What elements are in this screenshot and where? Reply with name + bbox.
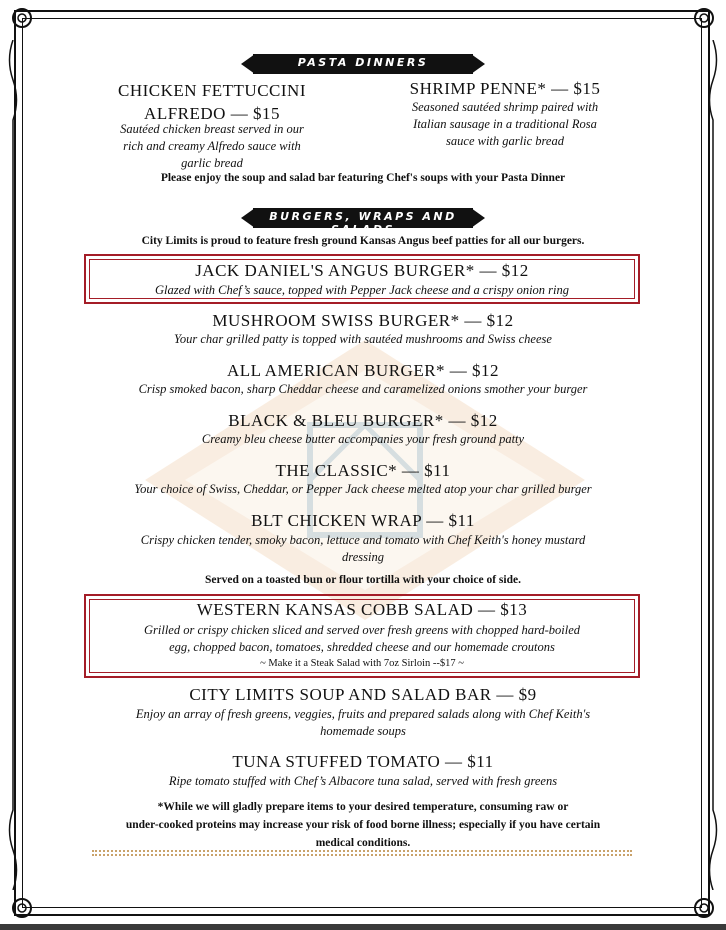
desc-line: rich and creamy Alfredo sauce with bbox=[123, 139, 301, 153]
menu-item-title: MUSHROOM SWISS BURGER* — $12 bbox=[212, 311, 514, 330]
desc-line: Crispy chicken tender, smoky bacon, lettuce and tomato with Chef Keith's honey mustard bbox=[140, 533, 586, 547]
menu-item-description bbox=[380, 99, 630, 150]
menu-item-description: Ripe tomato stuffed with Chef’s Albacore tuna salad, served with fresh greens bbox=[168, 774, 558, 788]
desc-line: garlic bread bbox=[181, 156, 243, 170]
menu-item-title: BLACK & BLEU BURGER* — $12 bbox=[228, 411, 498, 430]
side-scroll-ornament-icon bbox=[704, 40, 722, 890]
corner-ornament-icon bbox=[684, 888, 718, 922]
menu-item-title: THE CLASSIC* — $11 bbox=[275, 461, 451, 480]
menu-item-description: Your char grilled patty is topped with sautéed mushrooms and Swiss cheese bbox=[174, 332, 552, 346]
section-banner-label: PASTA DINNERS bbox=[297, 56, 429, 69]
decorative-divider bbox=[92, 854, 632, 856]
menu-item-description bbox=[60, 706, 666, 740]
menu-item-title bbox=[92, 79, 332, 125]
section-banner-label: BURGERS, WRAPS AND SALADS bbox=[269, 210, 457, 236]
corner-ornament-icon bbox=[8, 4, 42, 38]
menu-item-title: SHRIMP PENNE* — $15 bbox=[409, 79, 601, 98]
decorative-divider bbox=[92, 850, 632, 852]
title-line: ALFREDO — $15 bbox=[144, 104, 280, 123]
desc-line: Italian sausage in a traditional Rosa bbox=[413, 117, 597, 131]
menu-item-title: BLT CHICKEN WRAP — $11 bbox=[251, 511, 475, 530]
title-line: CHICKEN FETTUCCINI bbox=[118, 81, 306, 100]
corner-ornament-icon bbox=[8, 888, 42, 922]
menu-item-description: Crisp smoked bacon, sharp Cheddar cheese and caramelized onions smother your burger bbox=[138, 382, 588, 396]
steak-salad-upsell: ~ Make it a Steak Salad with 7oz Sirloin --$17 ~ bbox=[260, 658, 464, 669]
section-banner-pasta bbox=[241, 54, 485, 74]
corner-ornament-icon bbox=[684, 4, 718, 38]
raw-food-disclaimer bbox=[60, 798, 666, 852]
disclaimer-line: *While we will gladly prepare items to your desired temperature, consuming raw or bbox=[157, 801, 569, 813]
desc-line: homemade soups bbox=[320, 724, 406, 738]
menu-item-title: ALL AMERICAN BURGER* — $12 bbox=[226, 361, 500, 380]
menu-item-description bbox=[92, 121, 332, 172]
menu-item-title: TUNA STUFFED TOMATO — $11 bbox=[232, 752, 494, 771]
desc-line: Seasoned sautéed shrimp paired with bbox=[411, 100, 599, 114]
menu-item-title: WESTERN KANSAS COBB SALAD — $13 bbox=[196, 600, 528, 619]
desc-line: Enjoy an array of fresh greens, veggies, fruits and prepared salads along with Chef Keith's bbox=[135, 707, 591, 721]
disclaimer-line: medical conditions. bbox=[315, 837, 411, 849]
desc-line: dressing bbox=[342, 550, 384, 564]
menu-item-title: CITY LIMITS SOUP AND SALAD BAR — $9 bbox=[189, 685, 537, 704]
side-scroll-ornament-icon bbox=[4, 40, 22, 890]
section-banner-burgers bbox=[241, 208, 485, 236]
menu-item-description bbox=[86, 622, 638, 656]
menu-item-description: Creamy bleu cheese butter accompanies your fresh ground patty bbox=[201, 432, 525, 446]
menu-item-title: JACK DANIEL'S ANGUS BURGER* — $12 bbox=[195, 261, 529, 280]
desc-line: egg, chopped bacon, tomatoes, shredded cheese and our homemade croutons bbox=[169, 640, 555, 654]
burgers-intro: City Limits is proud to feature fresh ground Kansas Angus beef patties for all our burgers. bbox=[141, 235, 585, 247]
desc-line: sauce with garlic bread bbox=[446, 134, 564, 148]
menu-item-description bbox=[60, 532, 666, 566]
pasta-note: Please enjoy the soup and salad bar featuring Chef's soups with your Pasta Dinner bbox=[160, 172, 566, 184]
menu-item-description: Glazed with Chef’s sauce, topped with Pepper Jack cheese and a crispy onion ring bbox=[154, 283, 570, 297]
desc-line: Grilled or crispy chicken sliced and served over fresh greens with chopped hard-boiled bbox=[143, 623, 580, 637]
served-note: Served on a toasted bun or flour tortilla with your choice of side. bbox=[205, 574, 521, 586]
viewer-bottom-bar bbox=[0, 924, 726, 930]
disclaimer-line: under-cooked proteins may increase your risk of food borne illness; especially if you have certain bbox=[125, 819, 601, 831]
desc-line: Sautéed chicken breast served in our bbox=[120, 122, 304, 136]
menu-item-description: Your choice of Swiss, Cheddar, or Pepper Jack cheese melted atop your char grilled burger bbox=[134, 482, 592, 496]
